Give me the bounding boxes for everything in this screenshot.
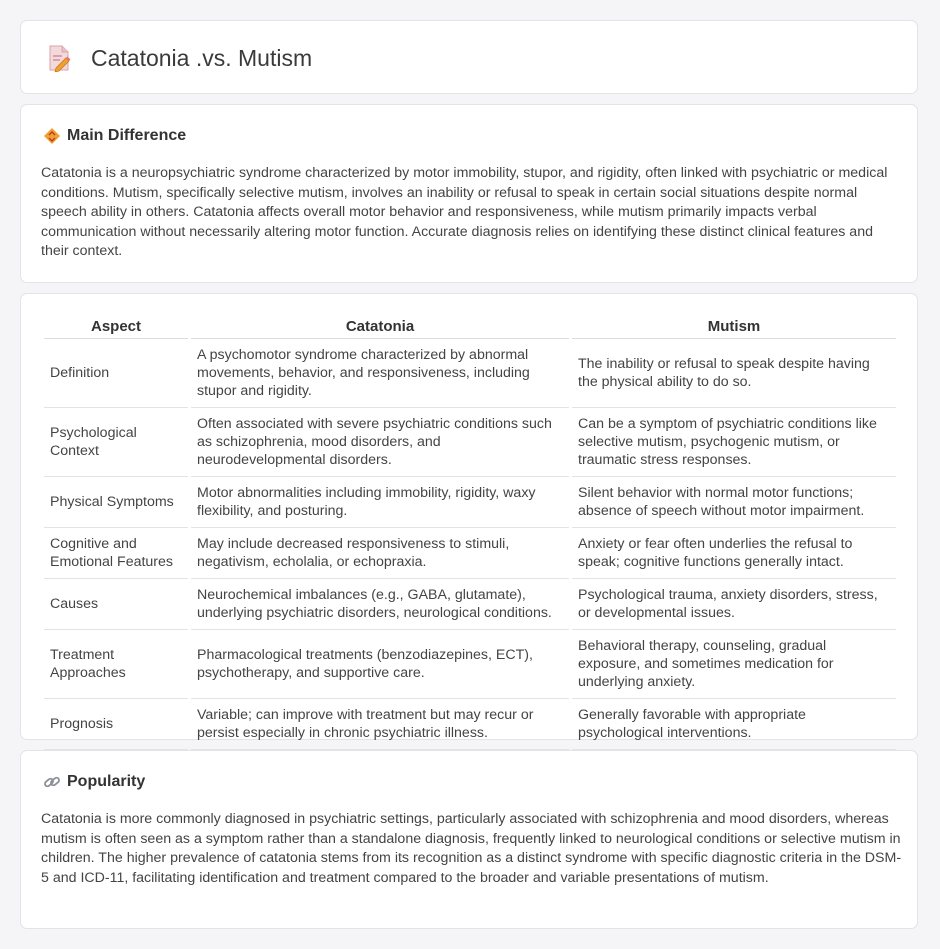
table-row [44,339,896,408]
diamond-icon [43,127,61,145]
aspect-cell: Definition [44,339,188,408]
main-difference-title: Main Difference [67,127,187,144]
link-icon [43,773,61,791]
header-mutism: Mutism [572,314,896,339]
mutism-cell: Psychological trauma, anxiety disorders, stress, or developmental issues. [572,579,896,630]
aspect-cell: Cognitive and Emotional Features [44,528,188,579]
table-row [44,528,896,579]
table-row [44,477,896,528]
catatonia-cell: May include decreased responsiveness to stimuli, negativism, echolalia, or echopraxia. [191,528,569,579]
mutism-cell: Behavioral therapy, counseling, gradual exposure, and sometimes medication for underlying anxiety. [572,630,896,699]
page-title: Catatonia .vs. Mutism [91,45,313,71]
catatonia-cell: Neurochemical imbalances (e.g., GABA, glutamate), underlying psychiatric disorders, neurological conditions. [191,579,569,630]
table-row [44,630,896,699]
table-row [44,579,896,630]
popularity-card [20,750,918,929]
mutism-cell: Generally favorable with appropriate psychological interventions. [572,699,896,750]
popularity-heading [43,773,145,791]
catatonia-cell: Motor abnormalities including immobility, rigidity, waxy flexibility, and posturing. [191,477,569,528]
table-header-row [44,314,896,339]
mutism-cell: The inability or refusal to speak despite having the physical ability to do so. [572,339,896,408]
mutism-cell: Silent behavior with normal motor functions; absence of speech without motor impairment. [572,477,896,528]
header-catatonia: Catatonia [191,314,569,339]
popularity-text: Catatonia is more commonly diagnosed in psychiatric settings, particularly associated with schizophrenia and mood disorders, whereas mutism is often seen as a symptom rather than a standalone diagnosis, frequently linked to neurological conditions or selective mutism in children. The higher prevalence of catatonia stems from its recognition as a distinct syndrome with specific diagnostic criteria in the DSM-5 and ICD-11, facilitating identification and treatment compared to the broader and variable presentations of mutism. [41,811,902,886]
document-pencil-icon [47,44,71,72]
comparison-table [41,314,899,750]
main-difference-text: Catatonia is a neuropsychiatric syndrome characterized by motor immobility, stupor, and rigidity, often linked with psychiatric or medical conditions. Mutism, specifically selective mutism, involves an inability or refusal to speak in certain social situations despite normal speech ability in others. Catatonia affects overall motor behavior and responsiveness, while mutism primarily impacts verbal communication without necessarily altering motor function. Accurate diagnosis relies on identifying these distinct clinical features and their context. [41,165,888,260]
aspect-cell: Prognosis [44,699,188,750]
catatonia-cell: A psychomotor syndrome characterized by abnormal movements, behavior, and responsiveness, including stupor and rigidity. [191,339,569,408]
catatonia-cell: Pharmacological treatments (benzodiazepines, ECT), psychotherapy, and supportive care. [191,630,569,699]
popularity-title: Popularity [67,773,146,790]
header-aspect: Aspect [44,314,188,339]
catatonia-cell: Often associated with severe psychiatric conditions such as schizophrenia, mood disorders, and neurodevelopmental disorders. [191,408,569,477]
table-row [44,408,896,477]
mutism-cell: Can be a symptom of psychiatric conditions like selective mutism, psychogenic mutism, or traumatic stress responses. [572,408,896,477]
aspect-cell: Treatment Approaches [44,630,188,699]
main-difference-heading [43,127,186,145]
catatonia-cell: Variable; can improve with treatment but may recur or persist especially in chronic psychiatric illness. [191,699,569,750]
aspect-cell: Psychological Context [44,408,188,477]
comparison-card [20,293,918,740]
main-difference-card [20,104,918,283]
aspect-cell: Physical Symptoms [44,477,188,528]
table-row [44,699,896,750]
title-row [47,43,312,73]
mutism-cell: Anxiety or fear often underlies the refusal to speak; cognitive functions generally intact. [572,528,896,579]
title-card [20,20,918,94]
aspect-cell: Causes [44,579,188,630]
